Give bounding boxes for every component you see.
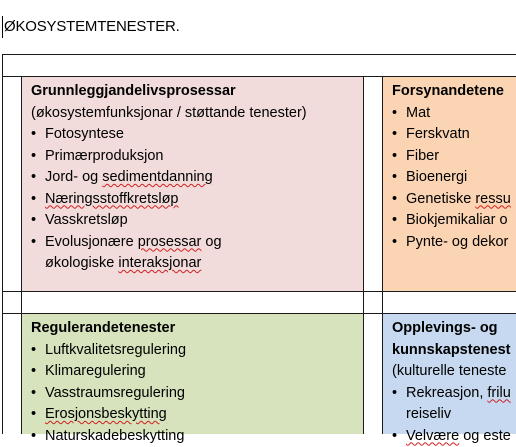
- list-item: [392, 210, 516, 232]
- bullet-icon: •: [31, 383, 36, 405]
- spellcheck-underlined-word: frilu: [487, 385, 510, 401]
- bullet-icon: •: [392, 210, 397, 232]
- list-item: [31, 167, 363, 189]
- list-item: [392, 167, 516, 189]
- list-item: [31, 210, 363, 232]
- provisioning-services-list: [392, 103, 516, 254]
- supporting-services-cell[interactable]: [22, 77, 363, 291]
- spellcheck-underlined-word: Næringsstoffkretsløp: [45, 191, 179, 207]
- cultural-services-list-2: [392, 426, 516, 447]
- list-item: [31, 189, 363, 211]
- supporting-services-subheading: (økosystemfunksjonar / støttande tenester): [31, 103, 363, 125]
- provisioning-services-cell[interactable]: [383, 77, 516, 291]
- supporting-services-list: [31, 124, 363, 253]
- bullet-icon: •: [31, 340, 36, 362]
- bullet-icon: •: [31, 189, 36, 211]
- list-item-text: Vasskretsløp: [45, 212, 128, 228]
- list-item-text: Fiber: [406, 148, 439, 164]
- table-border-row2: [2, 291, 516, 292]
- cultural-services-list: [392, 383, 516, 405]
- list-item-text: Klimaregulering: [45, 363, 146, 379]
- list-item-text: og este: [459, 428, 511, 444]
- table-border-left: [2, 54, 3, 434]
- supporting-services-continuation: [31, 253, 363, 275]
- list-item: [392, 103, 516, 125]
- bullet-icon: •: [31, 210, 36, 232]
- list-item: [31, 404, 363, 426]
- spellcheck-underlined-word: sedimentdanning: [102, 169, 212, 185]
- list-item-text: Luftkvalitetsregulering: [45, 342, 186, 358]
- list-item-text: Biokjemikaliar o: [406, 212, 508, 228]
- bullet-icon: •: [392, 103, 397, 125]
- bullet-icon: •: [31, 232, 36, 254]
- bullet-icon: •: [392, 167, 397, 189]
- continuation-text: økologiske: [45, 255, 118, 271]
- spellcheck-underlined-word: ressu: [475, 191, 510, 207]
- list-item-text: Evolusjonære: [45, 234, 138, 250]
- cultural-services-heading-line1: Opplevings- og: [392, 318, 516, 340]
- regulating-services-list: [31, 340, 363, 447]
- list-item: [392, 124, 516, 146]
- list-item-text: Rekreasjon,: [406, 385, 487, 401]
- bullet-icon: •: [31, 404, 36, 426]
- list-item-text: Mat: [406, 105, 430, 121]
- supporting-services-heading: Grunnleggjandelivsprosessar: [31, 81, 363, 103]
- bullet-icon: •: [31, 361, 36, 383]
- spellcheck-underlined-word: interaksjonar: [118, 255, 201, 271]
- list-item: [392, 146, 516, 168]
- list-item: [392, 189, 516, 211]
- document-title: ØKOSYSTEMTENESTER.: [4, 18, 180, 35]
- list-item: [31, 426, 363, 447]
- list-item: [31, 383, 363, 405]
- list-item-text: Primærproduksjon: [45, 148, 163, 164]
- list-item: [392, 232, 516, 254]
- provisioning-services-heading: Forsynandetene: [392, 81, 516, 103]
- cultural-services-heading-line2: kunnskapstenest: [392, 340, 516, 362]
- bullet-icon: •: [392, 383, 397, 405]
- list-item-text: Pynte- og dekor: [406, 234, 508, 250]
- bullet-icon: •: [392, 124, 397, 146]
- list-item: [31, 124, 363, 146]
- regulating-services-heading: Regulerandetenester: [31, 318, 363, 340]
- bullet-icon: •: [31, 426, 36, 447]
- list-item: [31, 340, 363, 362]
- bullet-icon: •: [392, 189, 397, 211]
- regulating-services-cell[interactable]: [22, 314, 363, 434]
- bullet-icon: •: [392, 426, 397, 447]
- cultural-services-subheading: (kulturelle teneste: [392, 361, 516, 383]
- list-item-text: Vasstraumsregulering: [45, 385, 185, 401]
- bullet-icon: •: [31, 146, 36, 168]
- list-item: [31, 361, 363, 383]
- spellcheck-underlined-word: Velvære: [406, 428, 459, 444]
- bullet-icon: •: [31, 124, 36, 146]
- list-item-text: Genetiske: [406, 191, 475, 207]
- list-item-text: Naturskadebeskytting: [45, 428, 184, 444]
- list-item: [31, 146, 363, 168]
- list-item-text: Fotosyntese: [45, 126, 124, 142]
- list-item-text: og: [201, 234, 221, 250]
- text-cursor: [2, 16, 3, 38]
- bullet-icon: •: [392, 232, 397, 254]
- cultural-services-continuation: reiseliv: [392, 404, 516, 426]
- spellcheck-underlined-word: prosessar: [138, 234, 202, 250]
- list-item-text: Bioenergi: [406, 169, 467, 185]
- bullet-icon: •: [31, 167, 36, 189]
- cultural-services-cell[interactable]: [383, 314, 516, 434]
- list-item-text: Ferskvatn: [406, 126, 470, 142]
- list-item: [392, 383, 516, 405]
- bullet-icon: •: [392, 146, 397, 168]
- table-border-top: [2, 54, 516, 55]
- spellcheck-underlined-word: Erosjonsbeskytting: [45, 406, 167, 422]
- list-item: [31, 232, 363, 254]
- list-item-text: Jord- og: [45, 169, 102, 185]
- list-item: [392, 426, 516, 447]
- table-border-col2: [363, 76, 364, 434]
